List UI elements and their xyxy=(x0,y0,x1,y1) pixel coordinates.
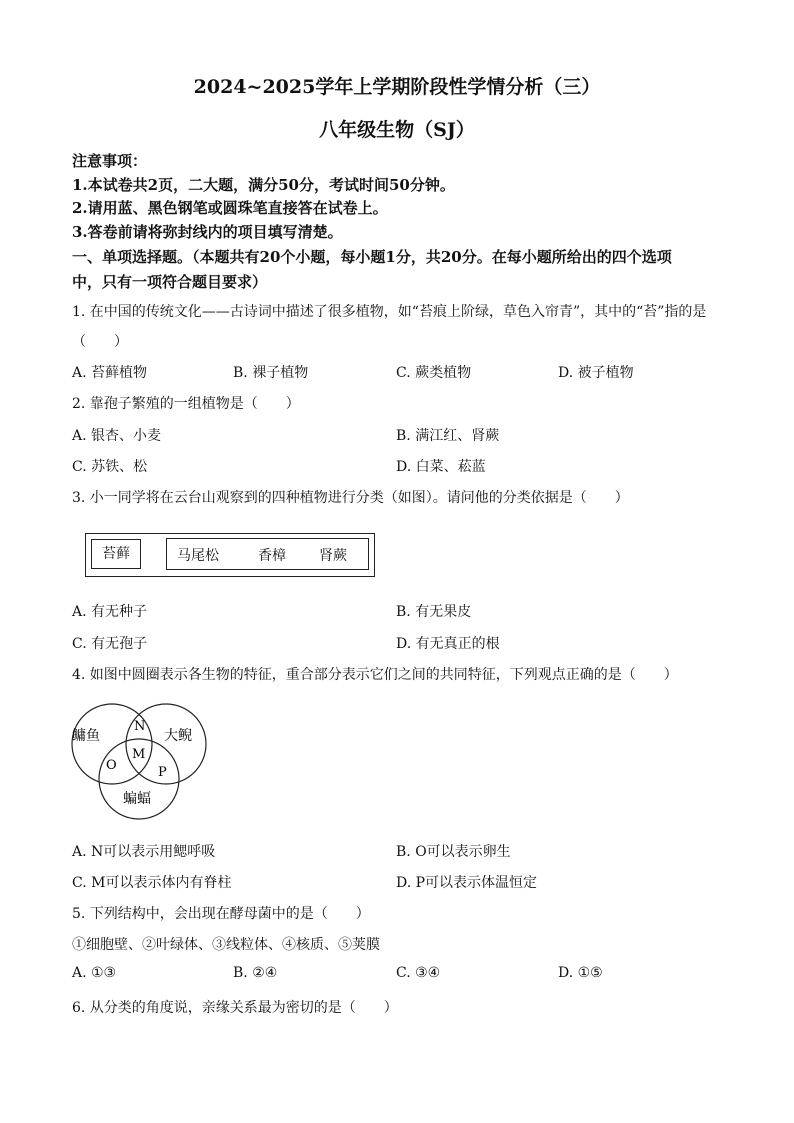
q3-box-right xyxy=(166,538,369,570)
venn-letter-m: M xyxy=(132,747,146,762)
q4-option-c[interactable]: C. M可以表示体内有脊柱 xyxy=(72,875,232,891)
q2-option-d[interactable]: D. 白菜、菘蓝 xyxy=(396,459,486,475)
q3-option-b[interactable]: B. 有无果皮 xyxy=(396,604,472,620)
section1-line1: 一、单项选择题。（本题共有20个小题，每小题1分，共20分。在每小题所给出的四个选项 xyxy=(72,248,672,266)
q1-stem: 1. 在中国的传统文化——古诗词中描述了很多植物，如“苔痕上阶绿，草色入帘青”，其中的“苔”指的是 xyxy=(72,304,707,320)
q3-option-d[interactable]: D. 有无真正的根 xyxy=(396,636,500,652)
q1-option-d[interactable]: D. 被子植物 xyxy=(558,365,634,381)
q5-option-a[interactable]: A. ①③ xyxy=(72,965,117,981)
q4-option-d[interactable]: D. P可以表示体温恒定 xyxy=(396,875,538,891)
q3-plant-2: 香樟 xyxy=(258,548,286,564)
q1-option-b[interactable]: B. 裸子植物 xyxy=(233,365,309,381)
venn-label-salamander: 大鲵 xyxy=(164,728,192,744)
q4-option-b[interactable]: B. O可以表示卵生 xyxy=(396,844,511,860)
q2-option-c[interactable]: C. 苏铁、松 xyxy=(72,459,148,475)
q4-venn-diagram xyxy=(70,700,215,825)
q1-option-a[interactable]: A. 苔藓植物 xyxy=(72,365,148,381)
q2-option-b[interactable]: B. 满江红、肾蕨 xyxy=(396,428,500,444)
notes-item-2: 2.请用蓝、黑色钢笔或圆珠笔直接答在试卷上。 xyxy=(72,199,388,217)
q3-plant-1: 马尾松 xyxy=(177,548,219,564)
q3-stem: 3. 小一同学将在云台山观察到的四种植物进行分类（如图）。请问他的分类依据是（ ） xyxy=(72,490,629,506)
q5-stem: 5. 下列结构中，会出现在酵母菌中的是（ ） xyxy=(72,906,370,922)
exam-subtitle: 八年级生物（SJ） xyxy=(319,119,475,141)
section1-line2: 中，只有一项符合题目要求） xyxy=(72,273,268,291)
notes-item-1: 1.本试卷共2页，二大题，满分50分，考试时间50分钟。 xyxy=(72,176,455,194)
q1-blank: （ ） xyxy=(72,334,128,350)
exam-title: 2024~2025学年上学期阶段性学情分析（三） xyxy=(193,76,601,98)
q4-option-a[interactable]: A. N可以表示用鳃呼吸 xyxy=(72,844,216,860)
q1-option-c[interactable]: C. 蕨类植物 xyxy=(396,365,472,381)
q3-classification-figure xyxy=(85,533,375,577)
notes-item-3: 3.答卷前请将弥封线内的项目填写清楚。 xyxy=(72,223,343,241)
q5-option-d[interactable]: D. ①⑤ xyxy=(558,965,603,981)
venn-letter-n: N xyxy=(134,719,146,734)
venn-label-bat: 蝙蝠 xyxy=(123,791,151,807)
venn-label-fish: 鳙鱼 xyxy=(72,728,100,744)
q5-structures: ①细胞壁、②叶绿体、③线粒体、④核质、⑤荚膜 xyxy=(72,937,380,953)
q2-option-a[interactable]: A. 银杏、小麦 xyxy=(72,428,162,444)
q3-option-c[interactable]: C. 有无孢子 xyxy=(72,636,148,652)
venn-letter-o: O xyxy=(106,758,117,773)
q4-stem: 4. 如图中圆圈表示各生物的特征，重合部分表示它们之间的共同特征，下列观点正确的是（ ） xyxy=(72,667,678,683)
q3-box-left: 苔藓 xyxy=(91,539,141,569)
q5-option-c[interactable]: C. ③④ xyxy=(396,965,441,981)
venn-letter-p: P xyxy=(158,765,167,780)
notes-heading: 注意事项： xyxy=(72,152,148,170)
q3-option-a[interactable]: A. 有无种子 xyxy=(72,604,148,620)
q5-option-b[interactable]: B. ②④ xyxy=(233,965,278,981)
q3-plant-3: 肾蕨 xyxy=(319,548,347,564)
q6-stem: 6. 从分类的角度说，亲缘关系最为密切的是（ ） xyxy=(72,1000,398,1016)
q2-stem: 2. 靠孢子繁殖的一组植物是（ ） xyxy=(72,396,300,412)
